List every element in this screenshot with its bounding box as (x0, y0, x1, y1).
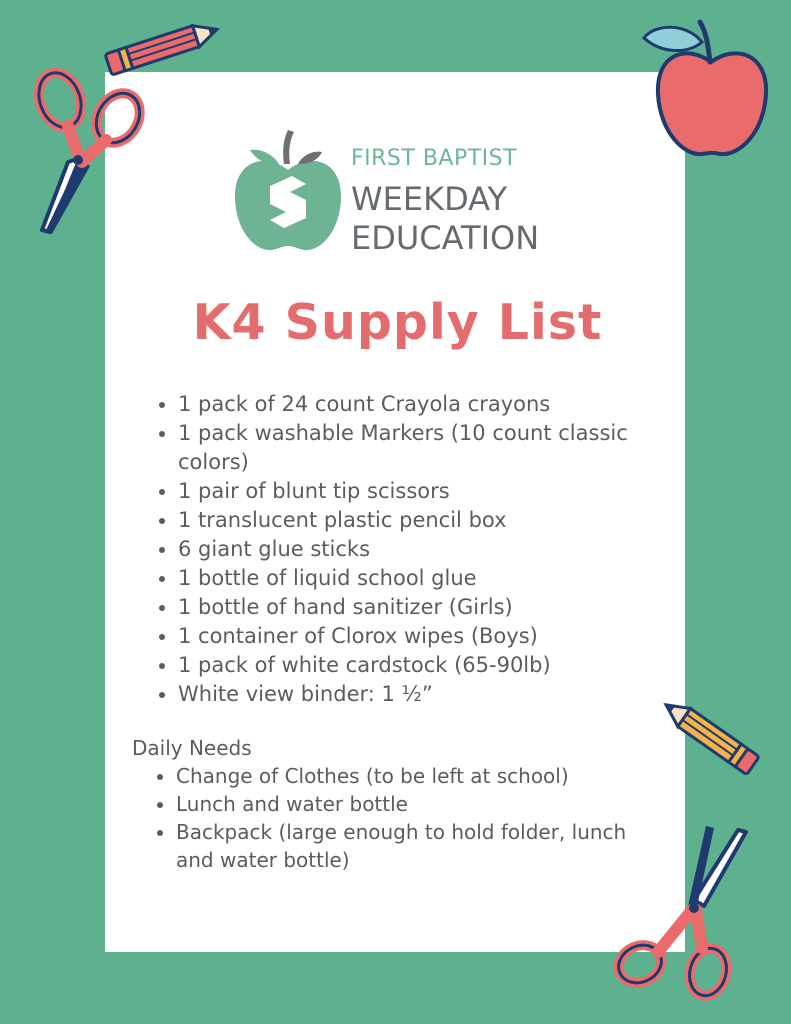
brand-name-line1: FIRST BAPTIST (351, 146, 518, 171)
pencil-icon (650, 692, 775, 782)
list-item: • 1 pack washable Markers (10 count classic colors) (178, 419, 658, 477)
list-item: • 1 bottle of liquid school glue (178, 564, 658, 593)
list-item: • Change of Clothes (to be left at school) (176, 762, 656, 790)
daily-needs-heading: Daily Needs (132, 736, 252, 760)
list-item: • Lunch and water bottle (176, 790, 656, 818)
list-item: • 1 container of Clorox wipes (Boys) (178, 622, 658, 651)
list-item: • 1 pack of white cardstock (65-90lb) (178, 651, 658, 680)
list-item: • Backpack (large enough to hold folder, lunch and water bottle) (176, 818, 656, 874)
list-item: • 1 pair of blunt tip scissors (178, 477, 658, 506)
brand-name-line2: WEEKDAY (351, 180, 508, 218)
logo-apple-icon (230, 128, 345, 253)
list-item: • 1 translucent plastic pencil box (178, 506, 658, 535)
list-item: • 1 bottle of hand sanitizer (Girls) (178, 593, 658, 622)
list-item: • White view binder: 1 ½” (178, 680, 658, 709)
supply-list (152, 390, 658, 709)
apple-icon (636, 14, 786, 164)
list-item: • 1 pack of 24 count Crayola crayons (178, 390, 658, 419)
page-title: K4 Supply List (192, 294, 603, 351)
brand-name-line3: EDUCATION (351, 219, 540, 257)
list-item: • 6 giant glue sticks (178, 535, 658, 564)
scissors-icon (20, 62, 150, 242)
daily-needs-list (150, 762, 656, 874)
